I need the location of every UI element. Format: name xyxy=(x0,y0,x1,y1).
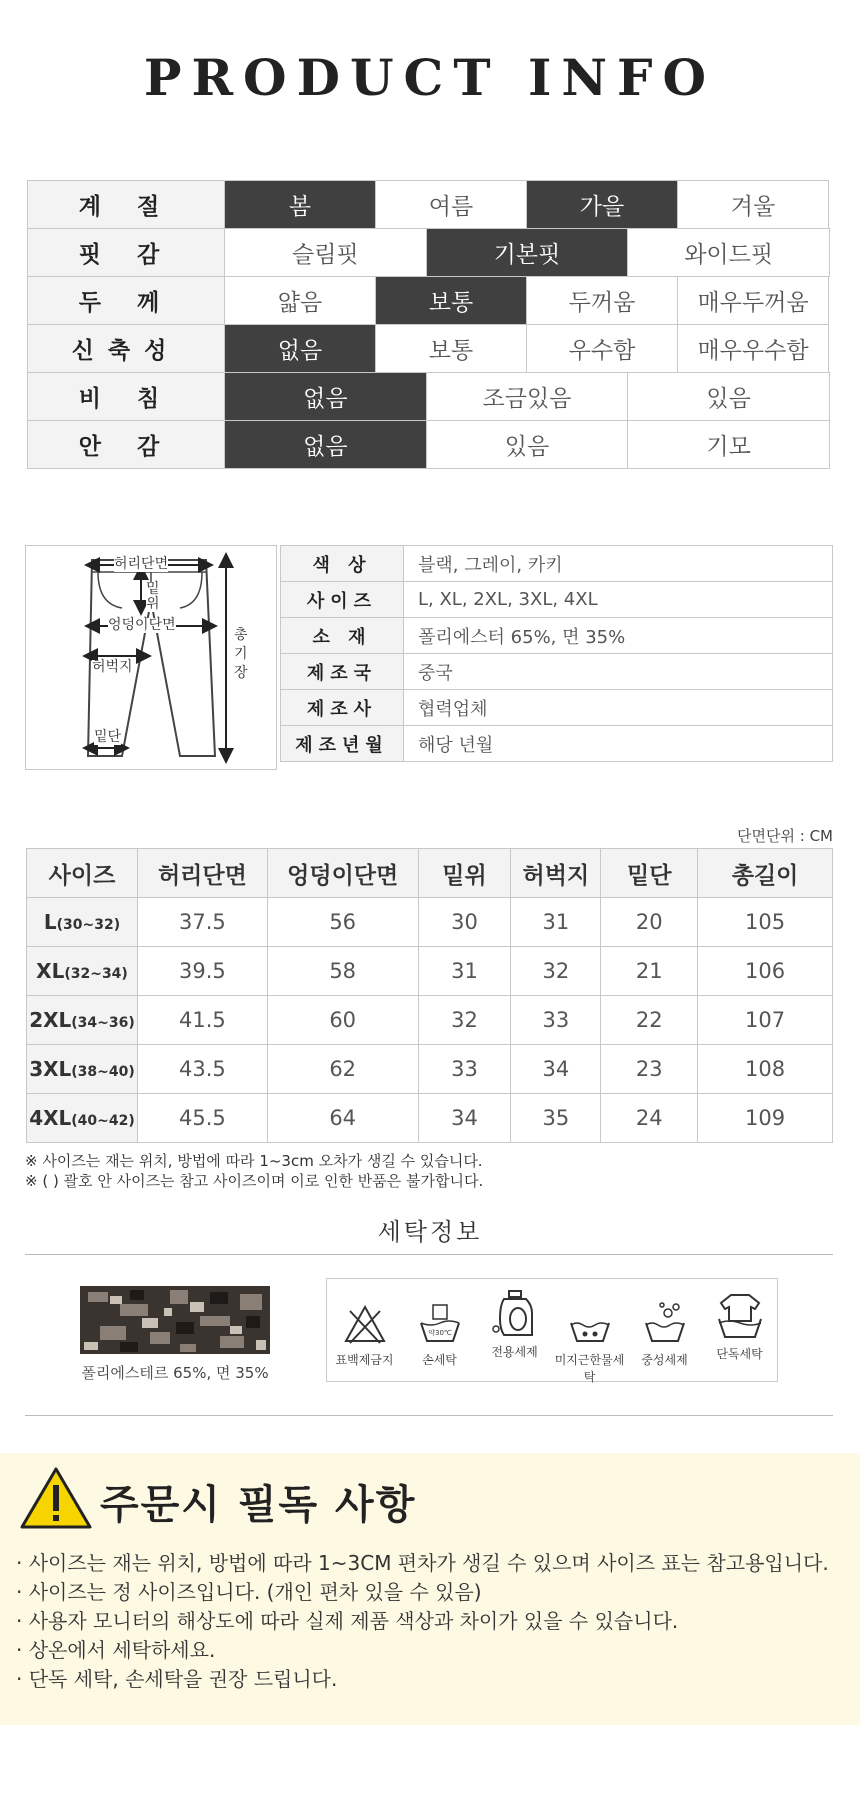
attribute-option: 조금있음 xyxy=(426,372,629,421)
attribute-option: 매우우수함 xyxy=(677,324,829,373)
size-header: 엉덩이단면 xyxy=(267,849,418,898)
table-row xyxy=(27,996,833,1045)
size-note-2: ※ ( ) 괄호 안 사이즈는 참고 사이즈이며 이로 인한 반품은 불가합니다. xyxy=(25,1172,484,1190)
attribute-option: 와이드핏 xyxy=(627,228,830,277)
spec-key: 제조국 xyxy=(281,654,404,690)
attribute-row xyxy=(27,180,833,228)
attribute-table xyxy=(27,180,833,468)
spec-key: 제조년월 xyxy=(281,726,404,762)
size-value: 58 xyxy=(267,947,418,996)
diagram-label-thigh: 허벅지 xyxy=(92,659,133,675)
attribute-label: 핏 감 xyxy=(27,228,225,277)
attribute-label: 계 절 xyxy=(27,180,225,229)
attribute-option: 슬림핏 xyxy=(224,228,427,277)
care-icons xyxy=(326,1278,778,1382)
attribute-label: 비 침 xyxy=(27,372,225,421)
size-header: 사이즈 xyxy=(27,849,138,898)
lukewarm-wash-icon xyxy=(567,1301,613,1347)
size-value: 105 xyxy=(698,898,833,947)
table-row xyxy=(27,947,833,996)
size-value: 62 xyxy=(267,1045,418,1094)
size-value: 34 xyxy=(511,1045,601,1094)
attribute-option: 없음 xyxy=(224,420,427,469)
page-title: PRODUCT INFO xyxy=(143,48,717,107)
size-value: 23 xyxy=(601,1045,698,1094)
spec-table xyxy=(280,545,833,762)
no-bleach-icon xyxy=(342,1301,388,1347)
size-value: 107 xyxy=(698,996,833,1045)
diagram-label-waist: 허리단면 xyxy=(114,556,169,572)
size-value: 32 xyxy=(418,996,511,1045)
spec-key: 소 재 xyxy=(281,618,404,654)
neutral-detergent-icon xyxy=(642,1301,688,1347)
spec-row xyxy=(281,654,833,690)
washing-title: 세탁정보 xyxy=(377,1218,483,1246)
attribute-option: 가을 xyxy=(526,180,678,229)
table-row xyxy=(27,1094,833,1143)
attribute-option: 보통 xyxy=(375,276,527,325)
size-value: 109 xyxy=(698,1094,833,1143)
attribute-option: 보통 xyxy=(375,324,527,373)
attribute-option: 얇음 xyxy=(224,276,376,325)
size-note-1: ※ 사이즈는 재는 위치, 방법에 따라 1~3cm 오차가 생길 수 있습니다. xyxy=(25,1152,483,1170)
notice-box xyxy=(0,1453,860,1725)
notice-list xyxy=(16,1549,829,1694)
attribute-row xyxy=(27,372,833,420)
spec-value: 폴리에스터 65%, 면 35% xyxy=(404,618,833,654)
spec-row xyxy=(281,546,833,582)
size-value: 43.5 xyxy=(137,1045,267,1094)
diagram-label-rise: 밑위 xyxy=(146,581,160,612)
attribute-option: 기모 xyxy=(627,420,830,469)
attribute-option: 기본핏 xyxy=(426,228,629,277)
attribute-option: 있음 xyxy=(426,420,629,469)
attribute-option: 있음 xyxy=(627,372,830,421)
spec-value: 블랙, 그레이, 카키 xyxy=(404,546,833,582)
size-value: 39.5 xyxy=(137,947,267,996)
care-no-bleach: 표백제금지 xyxy=(327,1279,402,1368)
size-header: 밑단 xyxy=(601,849,698,898)
table-row xyxy=(27,1045,833,1094)
notice-title: 주문시 필독 사항 xyxy=(100,1482,417,1528)
attribute-row xyxy=(27,276,833,324)
size-value: 30 xyxy=(418,898,511,947)
attribute-option: 매우두꺼움 xyxy=(677,276,829,325)
attribute-option: 없음 xyxy=(224,324,376,373)
spec-value: 해당 년월 xyxy=(404,726,833,762)
size-value: 22 xyxy=(601,996,698,1045)
attribute-option: 우수함 xyxy=(526,324,678,373)
warning-icon xyxy=(20,1465,92,1529)
spec-row xyxy=(281,726,833,762)
care-separate-wash: 단독세탁 xyxy=(702,1279,777,1362)
size-value: 33 xyxy=(511,996,601,1045)
size-value: 32 xyxy=(511,947,601,996)
hand-wash-icon xyxy=(417,1301,463,1347)
attribute-row xyxy=(27,324,833,372)
size-value: 20 xyxy=(601,898,698,947)
size-value: 31 xyxy=(511,898,601,947)
size-value: 41.5 xyxy=(137,996,267,1045)
size-header: 허벅지 xyxy=(511,849,601,898)
size-value: 31 xyxy=(418,947,511,996)
size-value: 106 xyxy=(698,947,833,996)
diagram-label-hip: 엉덩이단면 xyxy=(108,617,176,633)
spec-key: 제조사 xyxy=(281,690,404,726)
attribute-row xyxy=(27,228,833,276)
spec-key: 사이즈 xyxy=(281,582,404,618)
size-value: 56 xyxy=(267,898,418,947)
notice-item: · 상온에서 세탁하세요. xyxy=(16,1638,216,1662)
size-value: 33 xyxy=(418,1045,511,1094)
size-label: L(30~32) xyxy=(27,898,138,947)
size-label: XL(32~34) xyxy=(27,947,138,996)
spec-value: 중국 xyxy=(404,654,833,690)
size-label: 4XL(40~42) xyxy=(27,1094,138,1143)
attribute-option: 두꺼움 xyxy=(526,276,678,325)
detergent-bottle-icon xyxy=(492,1289,538,1339)
care-detergent: 전용세제 xyxy=(477,1279,552,1360)
size-unit: 단면단위 : CM xyxy=(737,827,833,845)
notice-item: · 사이즈는 재는 위치, 방법에 따라 1~3CM 편차가 생길 수 있으며 사이즈 표는 참고용입니다. xyxy=(16,1551,829,1575)
care-lukewarm: 미지근한물세탁 xyxy=(552,1279,627,1385)
spec-row xyxy=(281,582,833,618)
notice-item: · 사용자 모니터의 해상도에 따라 실제 제품 색상과 차이가 있을 수 있습니다. xyxy=(16,1609,679,1633)
spec-row xyxy=(281,690,833,726)
size-value: 108 xyxy=(698,1045,833,1094)
size-header: 밑위 xyxy=(418,849,511,898)
attribute-label: 두 께 xyxy=(27,276,225,325)
fabric-caption: 폴리에스테르 65%, 면 35% xyxy=(81,1364,269,1382)
size-value: 35 xyxy=(511,1094,601,1143)
size-table xyxy=(26,848,833,1143)
table-row xyxy=(27,898,833,947)
diagram-label-hem: 밑단 xyxy=(94,729,122,745)
size-value: 60 xyxy=(267,996,418,1045)
size-value: 64 xyxy=(267,1094,418,1143)
measurement-diagram xyxy=(25,545,277,770)
care-hand-wash: 약30℃ 손세탁 xyxy=(402,1279,477,1368)
size-label: 3XL(38~40) xyxy=(27,1045,138,1094)
separate-wash-icon xyxy=(717,1291,763,1341)
size-header: 허리단면 xyxy=(137,849,267,898)
spec-value: L, XL, 2XL, 3XL, 4XL xyxy=(404,582,833,618)
size-value: 34 xyxy=(418,1094,511,1143)
attribute-option: 봄 xyxy=(224,180,376,229)
divider xyxy=(25,1415,833,1416)
attribute-label: 신축성 xyxy=(27,324,225,373)
size-value: 21 xyxy=(601,947,698,996)
attribute-option: 없음 xyxy=(224,372,427,421)
spec-value: 협력업체 xyxy=(404,690,833,726)
notice-item: · 단독 세탁, 손세탁을 권장 드립니다. xyxy=(16,1667,338,1691)
spec-key: 색 상 xyxy=(281,546,404,582)
size-value: 24 xyxy=(601,1094,698,1143)
diagram-label-length: 총기장 xyxy=(234,626,250,683)
spec-row xyxy=(281,618,833,654)
size-label: 2XL(34~36) xyxy=(27,996,138,1045)
notice-item: · 사이즈는 정 사이즈입니다. (개인 편차 있을 수 있음) xyxy=(16,1580,482,1604)
care-neutral-detergent: 중성세제 xyxy=(627,1279,702,1368)
fabric-swatch xyxy=(80,1286,270,1354)
attribute-label: 안 감 xyxy=(27,420,225,469)
divider xyxy=(25,1254,833,1255)
attribute-row xyxy=(27,420,833,468)
size-header: 총길이 xyxy=(698,849,833,898)
attribute-option: 여름 xyxy=(375,180,527,229)
attribute-option: 겨울 xyxy=(677,180,829,229)
size-value: 45.5 xyxy=(137,1094,267,1143)
size-value: 37.5 xyxy=(137,898,267,947)
svg-text:약30℃: 약30℃ xyxy=(427,1329,452,1337)
